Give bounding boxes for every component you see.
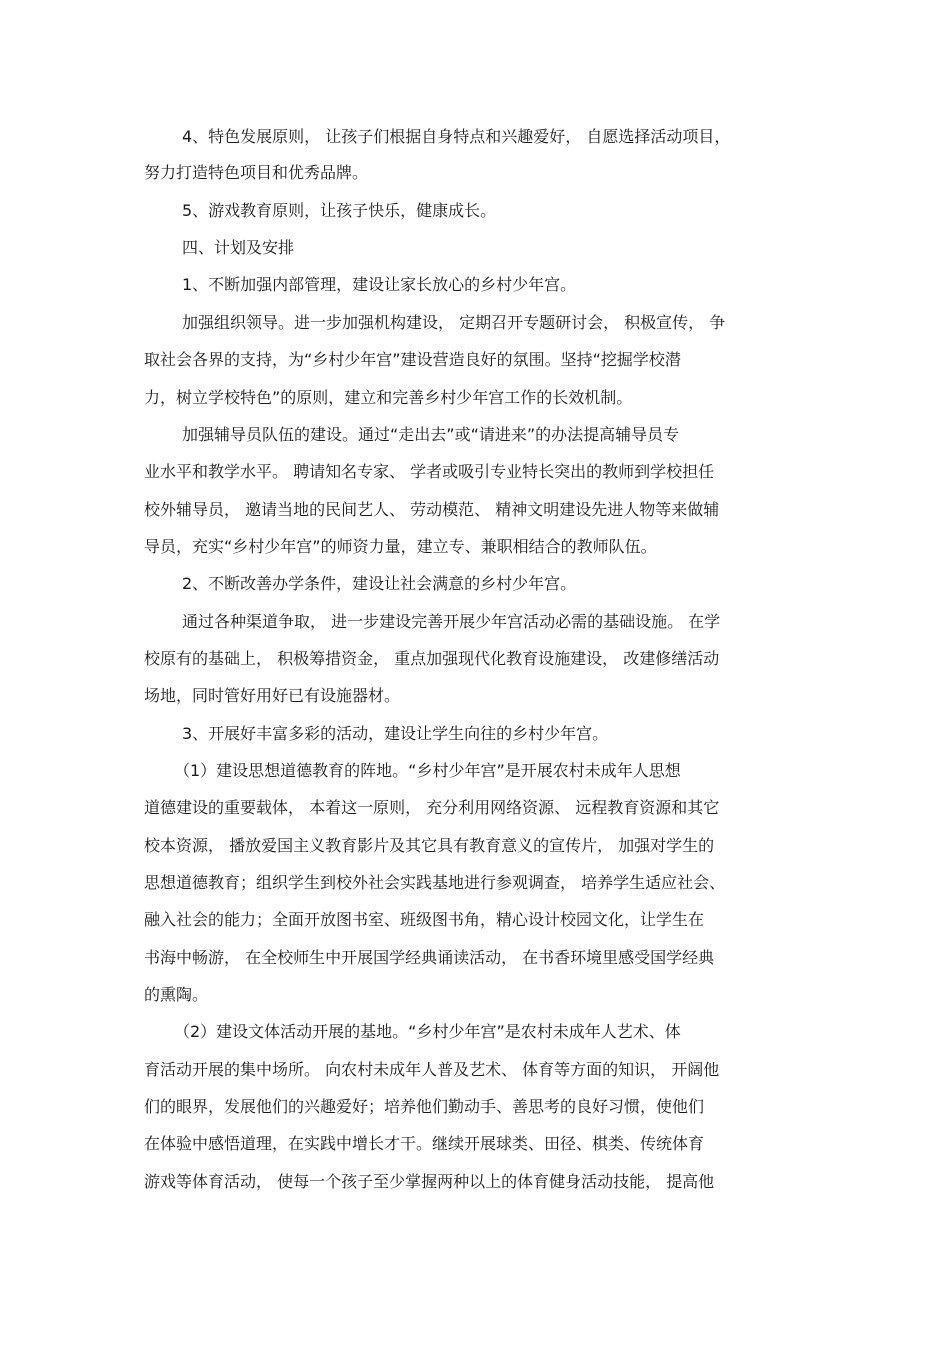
text-line: 的熏陶。 bbox=[144, 985, 209, 1004]
text-line: 道德建设的重要载体， 本着这一原则， 充分利用网络资源、 远程教育资源和其它 bbox=[144, 798, 720, 817]
text-line: 校外辅导员， 邀请当地的民间艺人、 劳动模范、 精神文明建设先进人物等来做辅 bbox=[144, 500, 720, 519]
text-line: 3、开展好丰富多彩的活动，建设让学生向往的乡村少年宫。 bbox=[182, 724, 609, 743]
text-line: （1）建设思想道德教育的阵地。“乡村少年宫”是开展农村未成年人思想 bbox=[174, 761, 681, 780]
text-line: 4、特色发展原则， 让孩子们根据自身特点和兴趣爱好， 自愿选择活动项目， bbox=[182, 127, 731, 146]
text-line: 力，树立学校特色”的原则，建立和完善乡村少年宫工作的长效机制。 bbox=[144, 388, 633, 407]
text-line: （2）建设文体活动开展的基地。“乡村少年宫”是农村未成年人艺术、体 bbox=[174, 1022, 681, 1041]
text-line: 游戏等体育活动， 使每一个孩子至少掌握两种以上的体育健身活动技能， 提高他 bbox=[144, 1172, 715, 1191]
text-line: 思想道德教育；组织学生到校外社会实践基地进行参观调查， 培养学生适应社会、 bbox=[144, 873, 726, 892]
text-line: 1、不断加强内部管理，建设让家长放心的乡村少年宫。 bbox=[182, 275, 577, 294]
text-line: 校原有的基础上， 积极筹措资金， 重点加强现代化教育设施建设， 改建修缮活动 bbox=[144, 649, 720, 668]
text-line: 业水平和教学水平。 聘请知名专家、 学者或吸引专业特长突出的教师到学校担任 bbox=[144, 462, 715, 481]
text-line: 导员，充实“乡村少年宫”的师资力量，建立专、兼职相结合的教师队伍。 bbox=[144, 537, 657, 556]
text-line: 在体验中感悟道理，在实践中增长才干。继续开展球类、田径、棋类、传统体育 bbox=[144, 1134, 705, 1153]
text-line: 育活动开展的集中场所。 向农村未成年人普及艺术、 体育等方面的知识， 开阔他 bbox=[144, 1060, 720, 1079]
text-line: 2、不断改善办学条件，建设让社会满意的乡村少年宫。 bbox=[182, 574, 577, 593]
text-line: 努力打造特色项目和优秀品牌。 bbox=[144, 163, 369, 182]
text-line: 们的眼界，发展他们的兴趣爱好；培养他们勤动手、善思考的良好习惯，使他们 bbox=[144, 1097, 705, 1116]
text-line: 取社会各界的支持，为“乡村少年宫”建设营造良好的氛围。坚持“挖掘学校潜 bbox=[144, 350, 681, 369]
text-line: 5、游戏教育原则，让孩子快乐，健康成长。 bbox=[182, 201, 497, 220]
text-line: 场地，同时管好用好已有设施器材。 bbox=[144, 686, 401, 705]
section-heading: 四、计划及安排 bbox=[182, 238, 295, 257]
text-line: 通过各种渠道争取， 进一步建设完善开展少年宫活动必需的基础设施。 在学 bbox=[182, 612, 721, 631]
text-line: 加强辅导员队伍的建设。通过“走出去”或“请进来”的办法提高辅导员专 bbox=[182, 425, 680, 444]
text-line: 加强组织领导。进一步加强机构建设， 定期召开专题研讨会， 积极宣传， 争 bbox=[182, 313, 726, 332]
text-line: 融入社会的能力；全面开放图书室、班级图书角，精心设计校园文化，让学生在 bbox=[144, 910, 705, 929]
text-line: 书海中畅游， 在全校师生中开展国学经典诵读活动， 在书香环境里感受国学经典 bbox=[144, 948, 715, 967]
text-line: 校本资源， 播放爱国主义教育影片及其它具有教育意义的宣传片， 加强对学生的 bbox=[144, 836, 715, 855]
